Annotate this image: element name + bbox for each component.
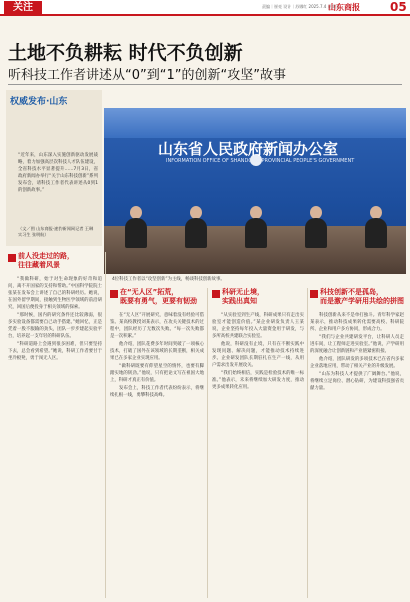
paragraph: “那时候，国内的研究条件还比较薄弱，很多实验设备都需要自己动手搭建。”她回忆，正是凭着一股不服输的劲头，团队一步步建起实验平台，培养起一支年轻的科研队伍。: [8, 313, 102, 339]
paragraph: “做科研既要有仰望星空的情怀，也要有脚踏实地的韧劲。”他说，只有把论文写在祖国大地上，科研才真正有价值。: [110, 364, 204, 383]
paragraph: 在“无人区”开展研究，意味着没有经验可借鉴。某高校教授刘某表示，在攻关关键技术的过程中，团队经历了无数次失败。“每一次失败都是一次积累。”: [110, 313, 204, 339]
paragraph: 他介绍，团队花费多年时间突破了一项核心技术，打破了国外在该领域的长期垄断，相关成果已在多家企业实现应用。: [110, 342, 204, 361]
photo-backdrop-top: [104, 108, 406, 138]
byline: （文／图 山东商报·速豹新闻网记者 王琳 实习生 张明航）: [18, 226, 94, 237]
speaker-figure: [125, 218, 147, 248]
paragraph: “山东为科技人才提供了广阔舞台。”他说，将继续立足岗位、潜心钻研，为建设科技强省贡献力量。: [310, 372, 404, 391]
section-marker-icon: [110, 290, 118, 298]
section-head-line: 科研无止境，: [222, 288, 264, 296]
speaker-figure: [305, 218, 327, 248]
newspaper-name: 山东商报: [328, 3, 360, 12]
article-column-2: [110, 312, 204, 600]
headline-subtitle: 听科技工作者讲述从“0”到“1”的创新“攻坚”故事: [8, 68, 286, 83]
section-head-line: 既要有勇气，更要有韧劲: [120, 297, 197, 305]
paragraph: 他介绍，团队研发的多项技术已在省内多家企业落地应用，带动了相关产业的升级发展。: [310, 357, 404, 369]
page-number: 05: [390, 0, 407, 14]
lead-paragraph: “近年来，山东深入实施创新驱动发展战略，着力加强高层次科技人才队伍建设，全省科技水平显著提升……7月3日，省政府新闻办举行“关于山东科技创新”系列发布会，请科技工作者代表讲述从0到1的创新故事。”: [18, 153, 98, 193]
paragraph: 科技创新从来不是单打独斗。青年科学家赵某表示，推动科技成果转化需要高校、科研院所、企业和用户多方协同，形成合力。: [310, 313, 404, 332]
article-column-4: [310, 312, 404, 600]
column-divider: [105, 252, 106, 598]
article-column-1: [8, 276, 102, 600]
section-head-line: 实践出真知: [222, 297, 257, 305]
section-head-line: 科技创新不是孤岛，: [320, 288, 383, 296]
section-head-2: [120, 288, 197, 306]
press-conference-photo: [104, 108, 406, 274]
section-marker-icon: [212, 290, 220, 298]
editor-info: 责编｜崔亮 设计｜苏娜红 2025.7.4 星期五: [262, 4, 340, 9]
paragraph: 他说，科研没有止境，只有在不断实践中发现问题、解决问题，才能推动技术持续进步。企业研发团队长期驻扎在生产一线，从用户需求出发开展攻关。: [212, 342, 304, 368]
section-head-3: [222, 288, 264, 306]
section-head-1: [18, 252, 74, 270]
authority-badge: 权威发布·山东: [10, 97, 68, 107]
headline-title: 土地不负耕耘 时代不负创新: [8, 42, 243, 64]
headline-rule: [8, 84, 402, 85]
backdrop-org-cn: 山东省人民政府新闻办公室: [158, 140, 339, 158]
paragraph: “我们始终相信，实践是检验技术的唯一标准。”他表示，未来将继续加大研发力度，推动更多成果转化应用。: [212, 371, 304, 390]
article-column-3: [212, 312, 304, 600]
section-head-4: [320, 288, 406, 306]
section-tag: 关注: [4, 1, 42, 15]
photo-caption: 4位科技工作者以“攻坚创新”为主线，畅谈科技创新故事。: [112, 277, 225, 282]
speaker-figure: [185, 218, 207, 248]
section-head-line: 前人没走过的路，: [18, 252, 74, 260]
backdrop-org-en: INFORMATION OFFICE OF SHANDONG PROVINCIAL PEOPLE'S GOVERNMENT: [166, 158, 355, 164]
section-head-line: 而是激产学研用共绘的拼图: [320, 297, 404, 305]
speaker-figure: [245, 218, 267, 248]
column-divider: [207, 288, 208, 598]
speaker-figure: [365, 218, 387, 248]
paragraph: “我们与企业共建研发平台，让科研人员走进车间，让工程师走进实验室。”他说，产学研用的深度融合让创新链和产业链紧密衔接。: [310, 335, 404, 354]
paragraph: “我做科研，始于对生命现象的好奇和追问，离不开国家的支持和帮助。”中国科学院院士张某在发布会上讲述了自己的科研经历。她说，在国外留学期间，接触到生物医学领域的前沿研究，回国后便投身于相关领域的探索。: [8, 277, 102, 310]
section-marker-icon: [8, 254, 16, 262]
section-head-line: 往往藏着风景: [18, 261, 60, 269]
paragraph: 发布会上，科技工作者代表纷纷表示，将继续扎根一线，勇攀科技高峰。: [110, 386, 204, 398]
section-head-line: 在“无人区”拓荒，: [120, 288, 179, 296]
page-header: [0, 0, 410, 16]
paragraph: “科研道路上会遇到很多困难，但只要坚持下去，总会看到希望。”她说，科研工作者要甘于坐冷板凳，勇于闯无人区。: [8, 342, 102, 361]
paragraph: “从实验室到生产线，科研成果只有走出实验室才能创造价值。”某企业研发负责人王某说，企业坚持每年投入大量资金用于研发，与多所高校共建联合实验室。: [212, 313, 304, 339]
column-divider: [307, 288, 308, 598]
section-marker-icon: [310, 290, 318, 298]
